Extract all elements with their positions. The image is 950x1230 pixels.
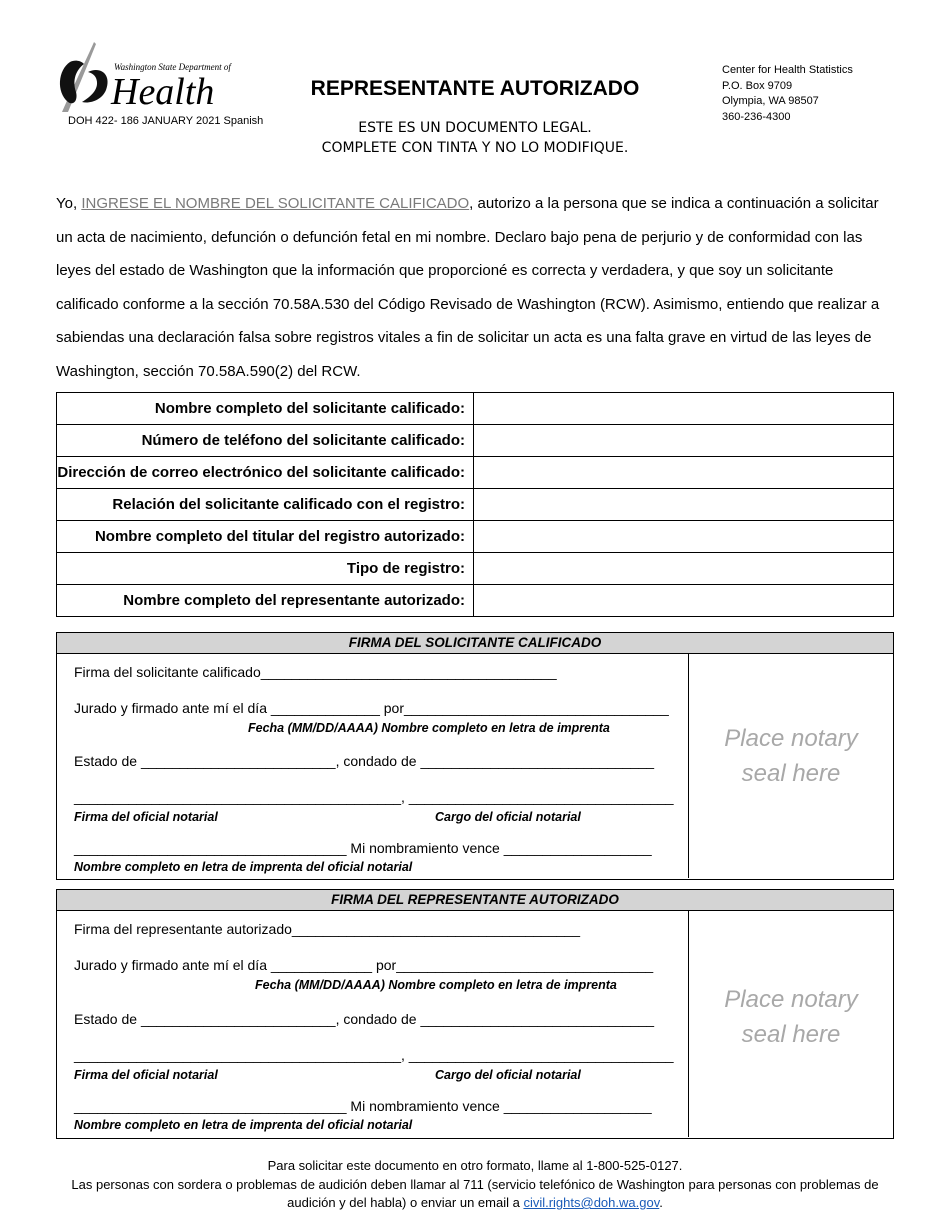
- applicant-email-field[interactable]: [474, 457, 894, 489]
- contact-line: 360-236-4300: [722, 110, 791, 123]
- notary-signature-title-line[interactable]: __________________________________________, __________________________________: [74, 789, 674, 805]
- field-label: Tipo de registro:: [57, 553, 474, 585]
- applicant-signature-section: [56, 632, 894, 880]
- document-id: DOH 422- 186 JANUARY 2021 Spanish: [68, 115, 264, 127]
- intro-prefix: Yo,: [56, 195, 82, 212]
- date-name-caption: Fecha (MM/DD/AAAA) Nombre completo en letra de imprenta: [248, 721, 610, 735]
- seal-text-line: Place notary: [724, 725, 858, 752]
- table-row: [57, 553, 894, 585]
- table-row: [57, 521, 894, 553]
- section-body: [57, 654, 893, 878]
- table-row: [57, 393, 894, 425]
- representative-signature-line[interactable]: Firma del representante autorizado_____________________________________: [74, 921, 580, 937]
- declaration-paragraph: [56, 187, 896, 388]
- field-label: Dirección de correo electrónico del solicitante calificado:: [57, 457, 474, 489]
- section-body: [57, 911, 893, 1137]
- commission-expires-line[interactable]: ___________________________________ Mi nombramiento vence ___________________: [74, 1098, 652, 1114]
- relay-notice-text: Las personas con sordera o problemas de audición deben llamar al 711 (servicio telefónico de Washington para personas con problemas de audición y del habla) o enviar un email a: [71, 1176, 879, 1210]
- notary-seal-area: [688, 911, 893, 1137]
- alternate-format-notice: Para solicitar este documento en otro formato, llame al 1-800-525-0127.: [267, 1158, 683, 1173]
- legal-notice: [250, 118, 700, 158]
- accessibility-footer: [56, 1157, 894, 1213]
- applicant-relationship-field[interactable]: [474, 489, 894, 521]
- intro-body: , autorizo a la persona que se indica a continuación a solicitar un acta de nacimiento, defunción o defunción fetal en mi nombre. Declaro bajo pena de perjurio y de conformidad con las leyes del estado de Washington que la información que proporcioné es correcta y verdadera, y que soy un solicitante calificado conforme a la sección 70.58A.530 del Código Revisado de Washington (RCW). Asimismo, entiendo que realizar a sabiendas una declaración falsa sobre registros vitales a fin de solicitar un acta es una falta grave en virtud de las leyes de Washington, sección 70.58A.590(2) del RCW.: [56, 195, 880, 380]
- seal-placeholder-text: [689, 982, 893, 1052]
- legal-notice-line: ESTE ES UN DOCUMENTO LEGAL.: [358, 120, 592, 136]
- notary-title-caption: Cargo del oficial notarial: [435, 810, 581, 824]
- field-label: Nombre completo del solicitante calificado:: [57, 393, 474, 425]
- seal-text-line: Place notary: [724, 986, 858, 1013]
- seal-text-line: seal here: [741, 760, 841, 787]
- table-row: [57, 457, 894, 489]
- logo-department-text: Washington State Department of: [114, 62, 231, 72]
- state-county-line[interactable]: Estado de _________________________, condado de ______________________________: [74, 1011, 655, 1027]
- sworn-date-name-line[interactable]: Jurado y firmado ante mí el día _____________ por_________________________________: [74, 957, 654, 973]
- applicant-info-table: [56, 392, 894, 617]
- applicant-full-name-field[interactable]: [474, 393, 894, 425]
- table-row: [57, 425, 894, 457]
- representative-name-field[interactable]: [474, 585, 894, 617]
- notary-signature-caption: Firma del oficial notarial: [74, 1068, 218, 1082]
- relay-notice: [56, 1176, 894, 1213]
- date-name-caption: Fecha (MM/DD/AAAA) Nombre completo en letra de imprenta: [255, 978, 617, 992]
- contact-address: [722, 63, 853, 125]
- applicant-phone-field[interactable]: [474, 425, 894, 457]
- notary-signature-title-line[interactable]: __________________________________________, __________________________________: [74, 1047, 674, 1063]
- record-holder-name-field[interactable]: [474, 521, 894, 553]
- table-row: [57, 489, 894, 521]
- seal-text-line: seal here: [741, 1021, 841, 1048]
- commission-expires-line[interactable]: ___________________________________ Mi nombramiento vence ___________________: [74, 840, 652, 856]
- contact-line: Center for Health Statistics: [722, 64, 853, 76]
- contact-line: Olympia, WA 98507: [722, 95, 819, 107]
- contact-line: P.O. Box 9709: [722, 79, 793, 92]
- sworn-date-name-line[interactable]: Jurado y firmado ante mí el día ______________ por__________________________________: [74, 700, 669, 716]
- health-logo-icon: [56, 40, 116, 118]
- table-row: [57, 585, 894, 617]
- notary-printed-name-caption: Nombre completo en letra de imprenta del oficial notarial: [74, 860, 413, 874]
- applicant-signature-line[interactable]: Firma del solicitante calificado______________________________________: [74, 664, 557, 680]
- representative-signature-section: [56, 889, 894, 1139]
- state-county-line[interactable]: Estado de _________________________, condado de ______________________________: [74, 753, 655, 769]
- civil-rights-email-link[interactable]: civil.rights@doh.wa.gov: [523, 1195, 660, 1210]
- field-label: Nombre completo del representante autorizado:: [57, 585, 474, 617]
- seal-placeholder-text: [689, 721, 893, 791]
- record-type-field[interactable]: [474, 553, 894, 585]
- applicant-name-placeholder[interactable]: INGRESE EL NOMBRE DEL SOLICITANTE CALIFICADO: [81, 195, 470, 212]
- field-label: Nombre completo del titular del registro autorizado:: [57, 521, 474, 553]
- notary-printed-name-caption: Nombre completo en letra de imprenta del oficial notarial: [74, 1118, 413, 1132]
- page-title: REPRESENTANTE AUTORIZADO: [310, 77, 640, 100]
- section-heading: FIRMA DEL SOLICITANTE CALIFICADO: [57, 633, 893, 654]
- field-label: Relación del solicitante calificado con el registro:: [57, 489, 474, 521]
- relay-notice-end: .: [659, 1195, 663, 1210]
- doh-logo: [56, 40, 231, 118]
- logo-health-text: Health: [111, 71, 215, 113]
- legal-notice-line: COMPLETE CON TINTA Y NO LO MODIFIQUE.: [321, 140, 629, 156]
- notary-signature-caption: Firma del oficial notarial: [74, 810, 218, 824]
- field-label: Número de teléfono del solicitante calificado:: [57, 425, 474, 457]
- notary-title-caption: Cargo del oficial notarial: [435, 1068, 581, 1082]
- notary-seal-area: [688, 654, 893, 878]
- section-heading: FIRMA DEL REPRESENTANTE AUTORIZADO: [57, 890, 893, 911]
